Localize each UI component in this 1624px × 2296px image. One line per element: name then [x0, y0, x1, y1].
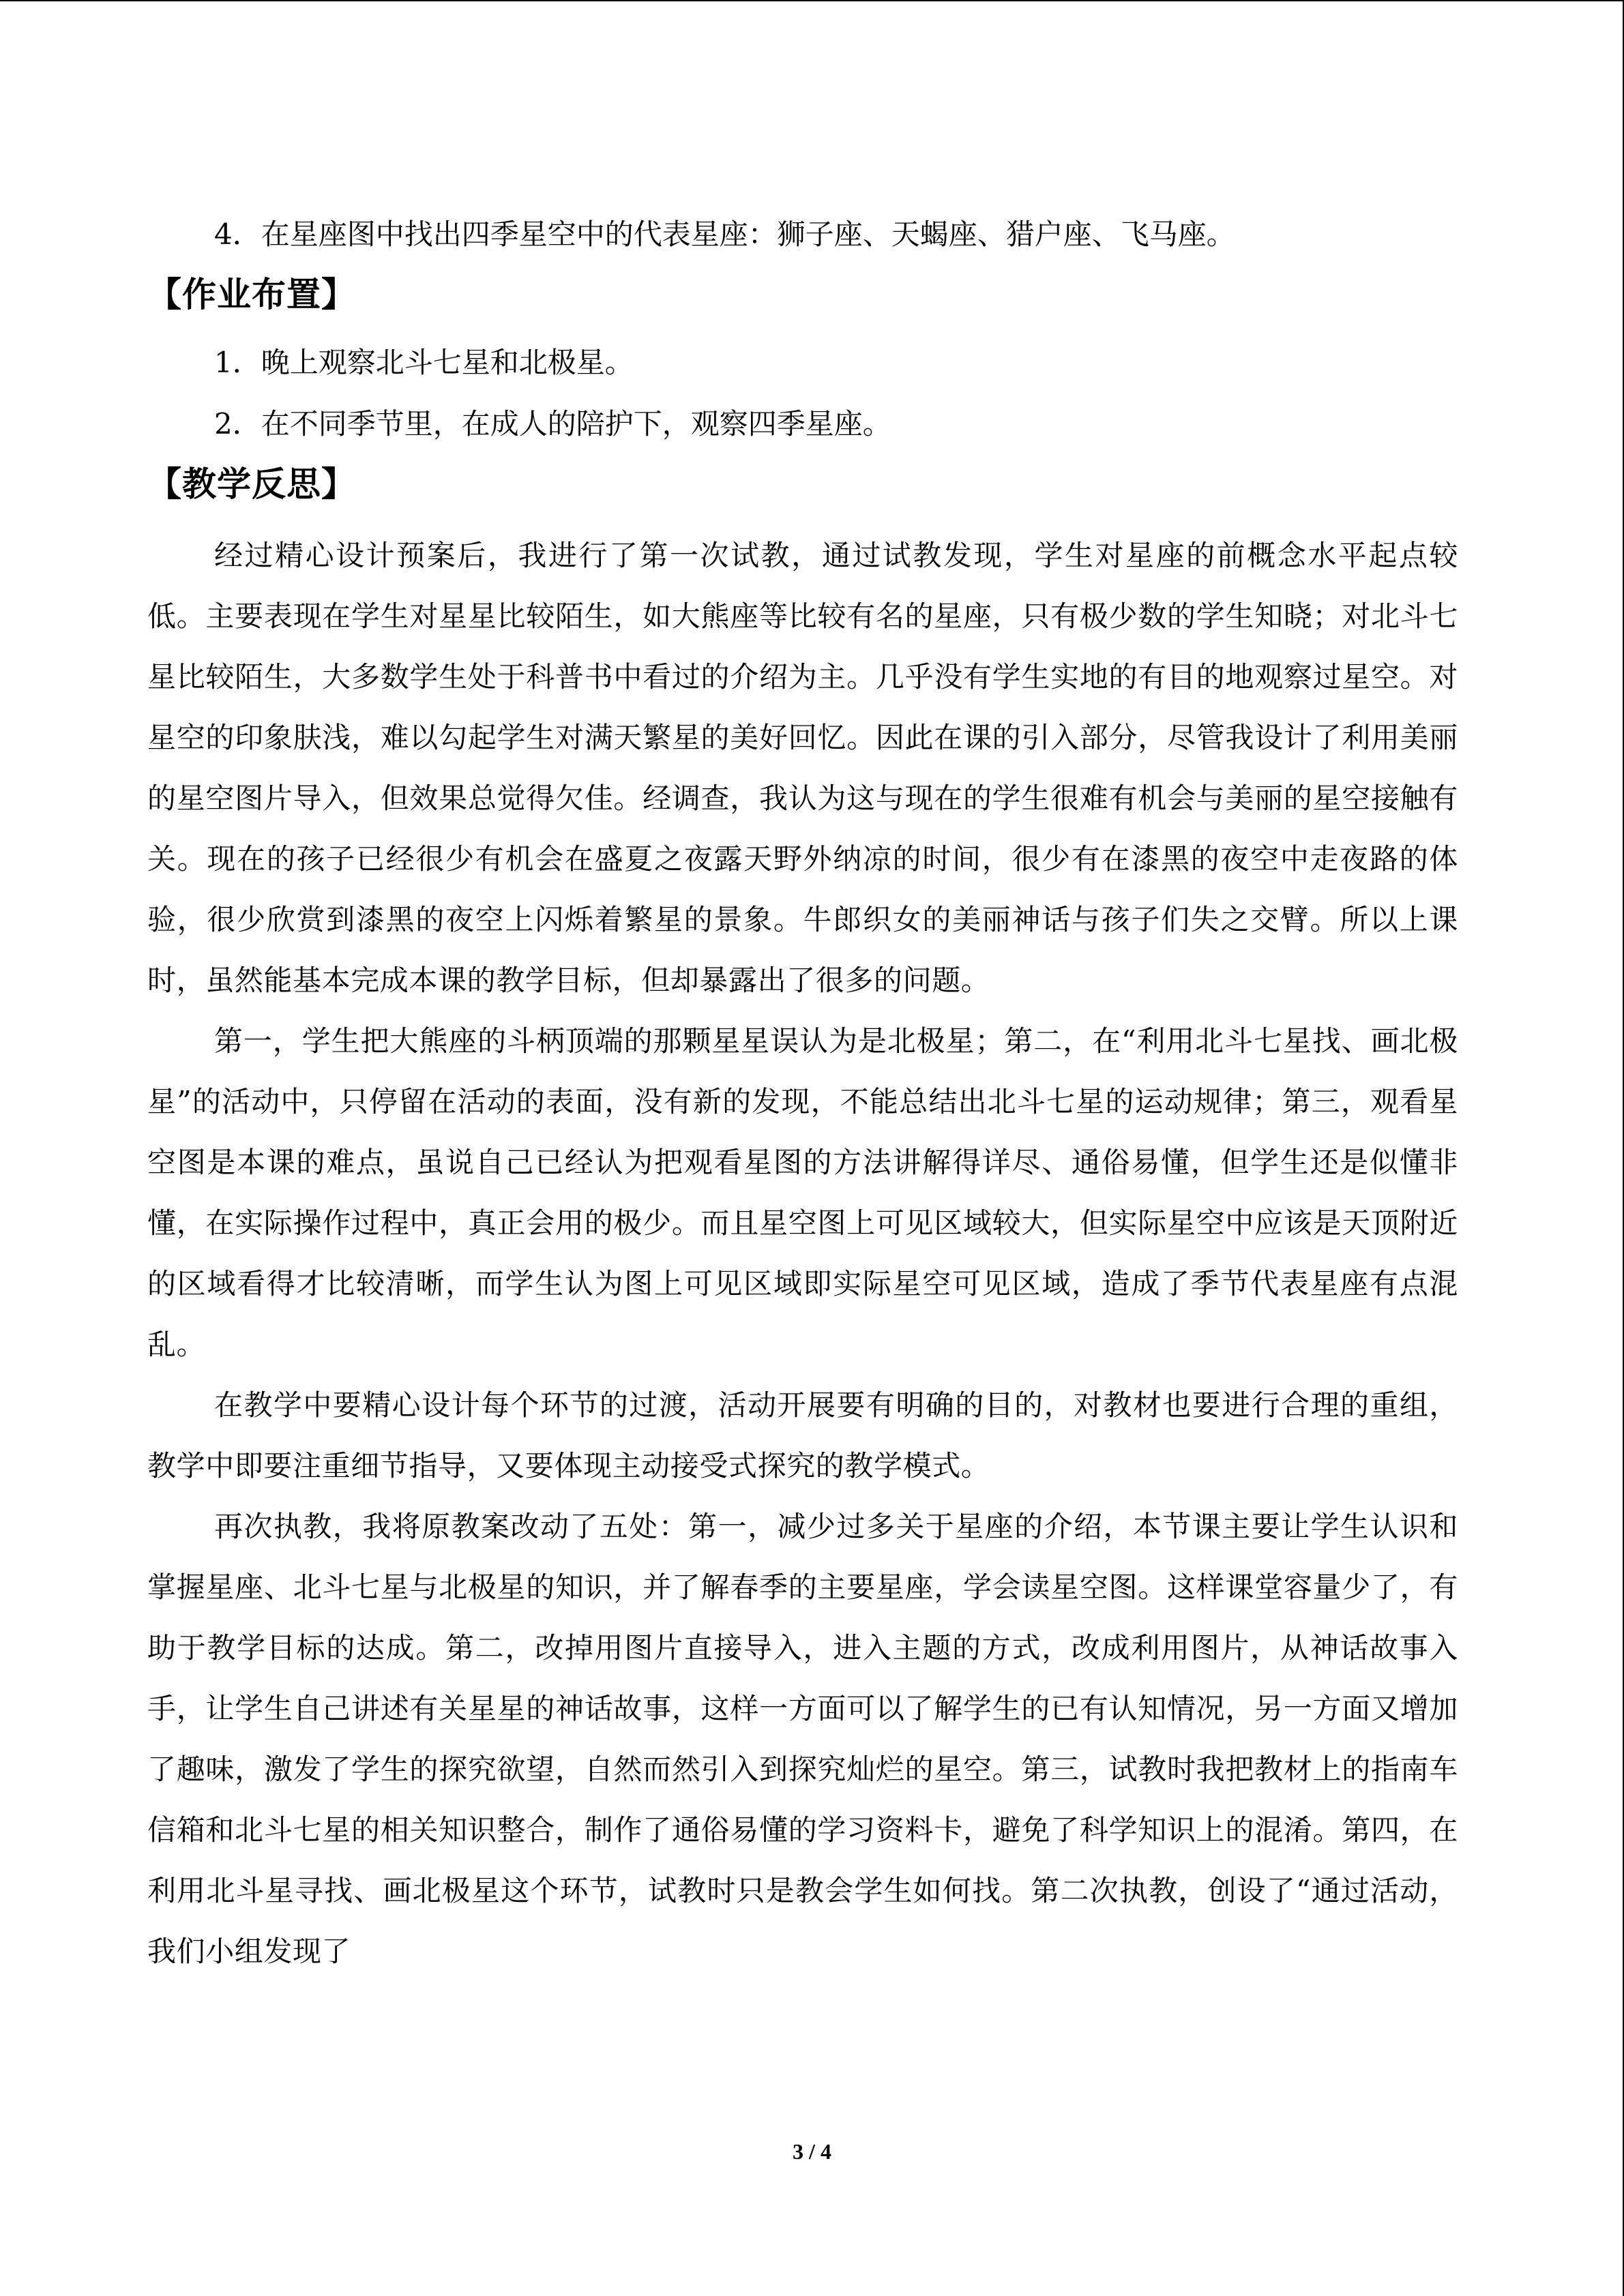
reflection-paragraph-4: 再次执教，我将原教案改动了五处：第一，减少过多关于星座的介绍，本节课主要让学生认识和掌握星座、北斗七星与北极星的知识，并了解春季的主要星座，学会读星空图。这样课堂容量少了，有助于教学目标的达成。第二，改掉用图片直接导入，进入主题的方式，改成利用图片，从神话故事入手，让学生自己讲述有关星星的神话故事，这样一方面可以了解学生的已有认知情况，另一方面又增加了趣味，激发了学生的探究欲望，自然而然引入到探究灿烂的星空。第三，试教时我把教材上的指南车信箱和北斗七星的相关知识整合，制作了通俗易懂的学习资料卡，避免了科学知识上的混淆。第四，在利用北斗星寻找、画北极星这个环节，试教时只是教会学生如何找。第二次执教，创设了“通过活动，我们小组发现了	[147, 1510, 1458, 1968]
homework-item-2: 2．在不同季节里，在成人的陪护下，观察四季星座。	[214, 407, 891, 441]
homework-heading: 【作业布置】	[147, 275, 356, 314]
task-item-4: 4．在星座图中找出四季星空中的代表星座：狮子座、天蝎座、猎户座、飞马座。	[214, 218, 1235, 251]
document-body	[147, 214, 1458, 1982]
reflection-paragraph-1: 经过精心设计预案后，我进行了第一次试教，通过试教发现，学生对星座的前概念水平起点较低。主要表现在学生对星星比较陌生，如大熊座等比较有名的星座，只有极少数的学生知晓；对北斗七星比较陌生，大多数学生处于科普书中看过的介绍为主。几乎没有学生实地的有目的地观察过星空。对星空的印象肤浅，难以勾起学生对满天繁星的美好回忆。因此在课的引入部分，尽管我设计了利用美丽的星空图片导入，但效果总觉得欠佳。经调查，我认为这与现在的学生很难有机会与美丽的星空接触有关。现在的孩子已经很少有机会在盛夏之夜露天野外纳凉的时间，很少有在漆黑的夜空中走夜路的体验，很少欣赏到漆黑的夜空上闪烁着繁星的景象。牛郎织女的美丽神话与孩子们失之交臂。所以上课时，虽然能基本完成本课的教学目标，但却暴露出了很多的问题。	[147, 539, 1458, 997]
homework-item-1: 1．晚上观察北斗七星和北极星。	[214, 346, 634, 379]
page-number: 3 / 4	[793, 2139, 831, 2164]
reflection-paragraph-3: 在教学中要精心设计每个环节的过渡，活动开展要有明确的目的，对教材也要进行合理的重组，教学中即要注重细节指导，又要体现主动接受式探究的教学模式。	[147, 1388, 1458, 1482]
reflection-heading: 【教学反思】	[147, 464, 356, 504]
reflection-paragraph-2: 第一，学生把大熊座的斗柄顶端的那颗星星误认为是北极星；第二，在“利用北斗七星找、画北极星”的活动中，只停留在活动的表面，没有新的发现，不能总结出北斗七星的运动规律；第三，观看星空图是本课的难点，虽说自己已经认为把观看星图的方法讲解得详尽、通俗易懂，但学生还是似懂非懂，在实际操作过程中，真正会用的极少。而且星空图上可见区域较大，但实际星空中应该是天顶附近的区域看得才比较清晰，而学生认为图上可见区域即实际星空可见区域，造成了季节代表星座有点混乱。	[147, 1024, 1458, 1361]
